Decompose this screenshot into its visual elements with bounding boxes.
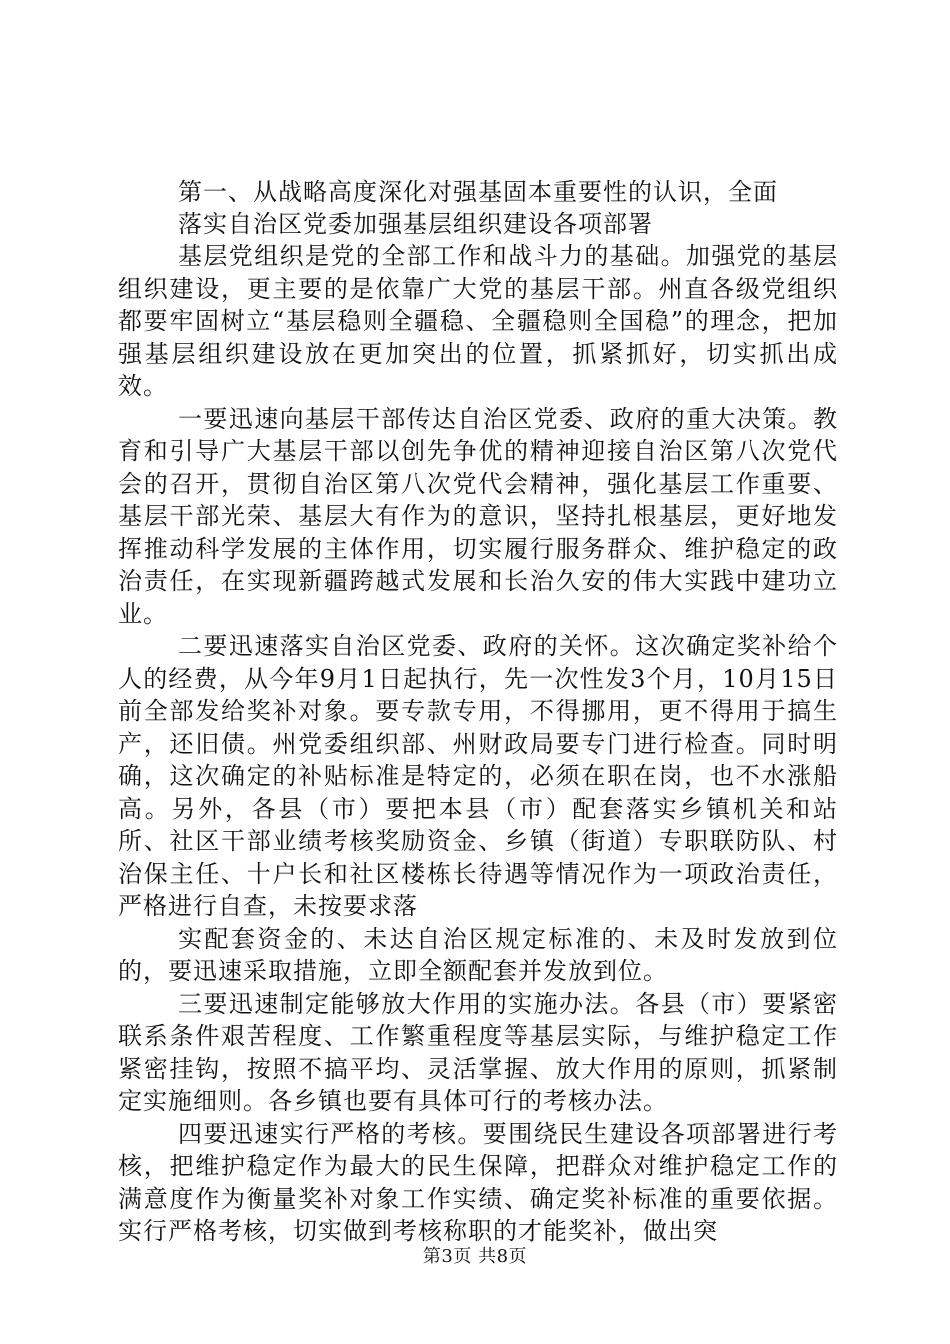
paragraph-intro: 基层党组织是党的全部工作和战斗力的基础。加强党的基层组织建设，更主要的是依靠广大党的基层干部。州直各级党组织都要牢固树立“基层稳则全疆稳、全疆稳则全国稳”的理念，把加强基层组织建设放在更加突出的位置，抓紧抓好，切实抓出成效。 xyxy=(118,242,838,400)
paragraph-point-one: 一要迅速向基层干部传达自治区党委、政府的重大决策。教育和引导广大基层干部以创先争优的精神迎接自治区第八次党代会的召开，贯彻自治区第八次党代会精神，强化基层工作重要、基层干部光荣、基层大有作为的意识，坚持扎根基层，更好地发挥推动科学发展的主体作用，切实履行服务群众、维护稳定的政治责任，在实现新疆跨越式发展和长治久安的伟大实践中建功立业。 xyxy=(118,404,838,628)
paragraph-point-two-continued: 实配套资金的、未达自治区规定标准的、未及时发放到位的，要迅速采取措施，立即全额配套并发放到位。 xyxy=(118,924,838,985)
page-number-footer: 第3页 共8页 xyxy=(422,1246,528,1267)
paragraph-point-four: 四要迅速实行严格的考核。要围绕民生建设各项部署进行考核，把维护稳定作为最大的民生保障，把群众对维护稳定工作的满意度作为衡量奖补对象工作实绩、确定奖补标准的重要依据。实行严格考核，切实做到考核称职的才能奖补，做出突 xyxy=(118,1119,838,1245)
paragraph-point-three: 三要迅速制定能够放大作用的实施办法。各县（市）要紧密联系条件艰苦程度、工作繁重程度等基层实际，与维护稳定工作紧密挂钩，按照不搞平均、灵活掌握、放大作用的原则，抓紧制定实施细则。各乡镇也要有具体可行的考核办法。 xyxy=(118,989,838,1115)
paragraph-point-two: 二要迅速落实自治区党委、政府的关怀。这次确定奖补给个人的经费，从今年9月1日起执行，先一次性发3个月，10月15日前全部发给奖补对象。要专款专用，不得挪用，更不得用于搞生产，还旧债。州党委组织部、州财政局要专门进行检查。同时明确，这次确定的补贴标准是特定的，必须在职在岗，也不水涨船高。另外，各县（市）要把本县（市）配套落实乡镇机关和站所、社区干部业绩考核奖励资金、乡镇（街道）专职联防队、村治保主任、十户长和社区楼栋长待遇等情况作为一项政治责任，严格进行自查，未按要求落 xyxy=(118,632,838,920)
document-body xyxy=(118,176,838,1248)
section-heading-line-2: 落实自治区党委加强基层组织建设各项部署 xyxy=(178,210,653,238)
section-heading-line-1: 第一、从战略高度深化对强基固本重要性的认识，全面 xyxy=(178,178,778,206)
